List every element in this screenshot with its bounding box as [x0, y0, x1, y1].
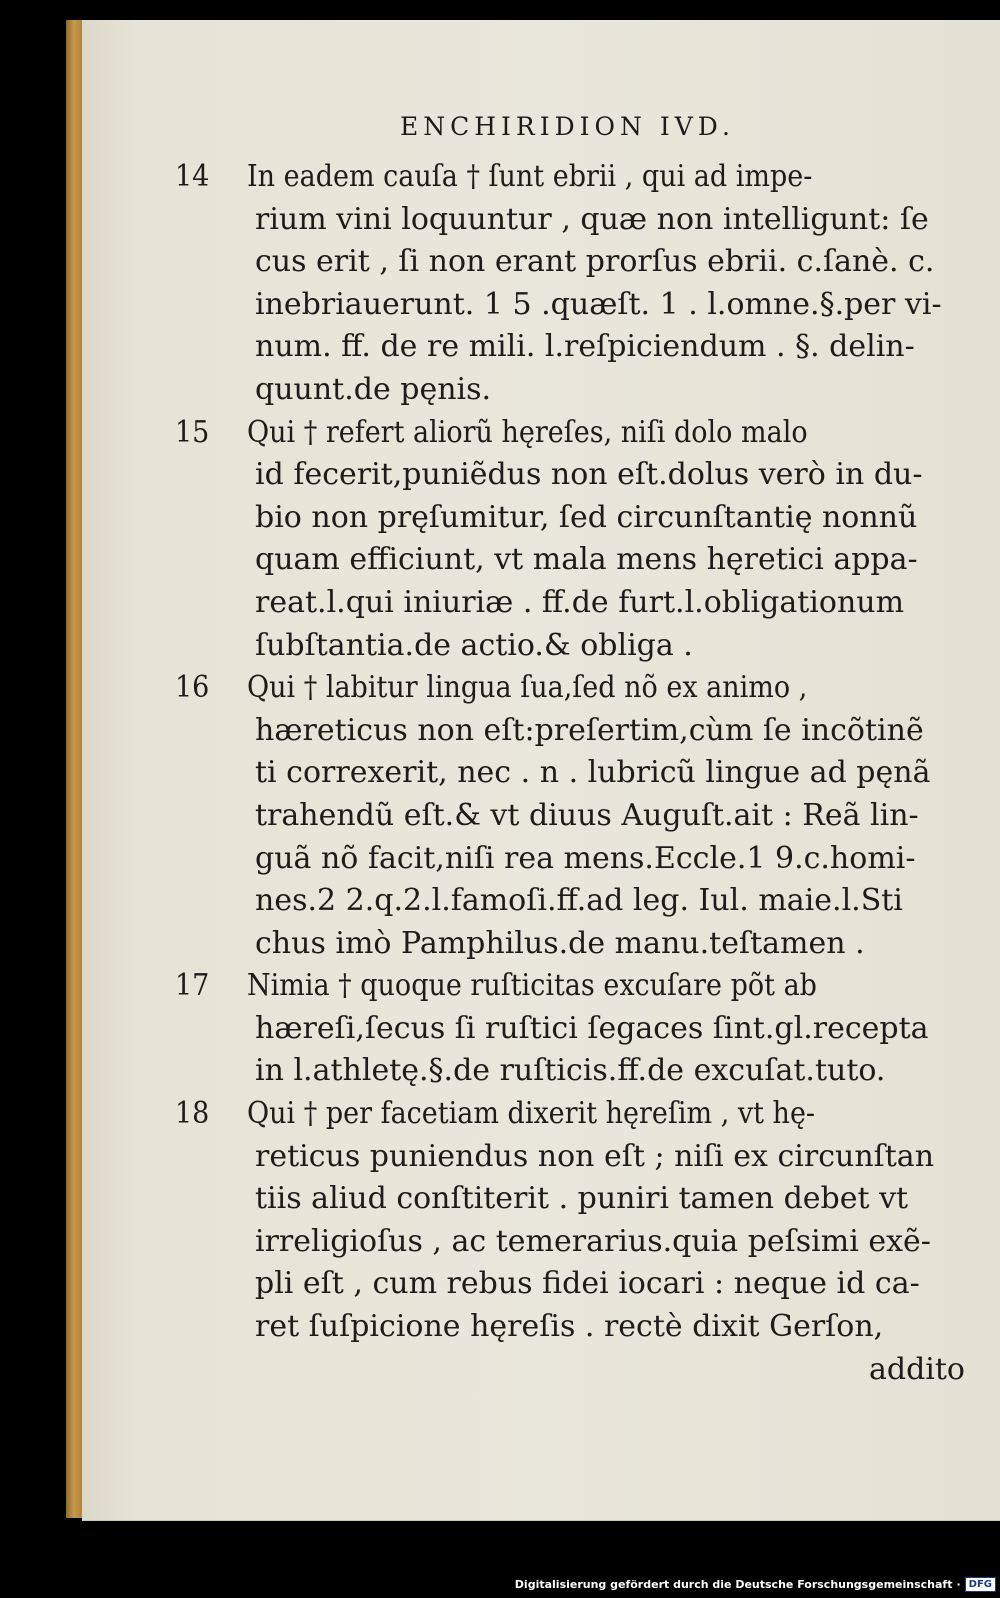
line-text: rium vini loquuntur , quæ non intelligunt: ſe — [255, 201, 929, 237]
line-text: In eadem cauſa † ſunt ebrii , qui ad impe- — [247, 159, 813, 194]
text-line — [255, 454, 975, 497]
line-text: chus imò Pamphilus.de manu.teſtamen . — [255, 925, 865, 961]
text-line — [255, 199, 975, 242]
footer-credit: Digitalisierung gefördert durch die Deutsche Forschungsgemeinschaft · DFG — [515, 1574, 996, 1594]
paragraph-number: 15 — [175, 414, 210, 450]
catchword: addito — [868, 1351, 965, 1387]
line-text: cus erit , ſi non erant prorſus ebrii. c.ſanè. c. — [255, 244, 935, 280]
line-text: trahendũ eſt.& vt diuus Auguſt.ait : Reã lin- — [255, 797, 919, 833]
text-line — [255, 241, 975, 284]
line-text: in l.athletę.§.de ruſticis.ff.de excuſat.tuto. — [255, 1053, 886, 1089]
text-line — [255, 880, 975, 923]
text-line — [255, 1136, 975, 1179]
text-line — [255, 284, 975, 327]
text-line — [255, 1263, 975, 1306]
line-text: hæreticus non eſt:preſertim,cùm ſe incõtinẽ — [255, 712, 924, 748]
line-text: Qui † per facetiam dixerit hęreſim , vt hę- — [247, 1096, 816, 1132]
paragraph-number: 14 — [175, 159, 210, 194]
line-text: reticus puniendus non eſt ; niſi ex circunſtan — [255, 1138, 935, 1174]
line-text: reat.l.qui iniuriæ . ff.de furt.l.obligationum — [255, 584, 905, 620]
text-line — [255, 497, 975, 540]
dfg-logo: DFG — [965, 1577, 996, 1592]
line-text: quunt.de pęnis. — [255, 371, 492, 407]
text-line — [255, 1306, 975, 1349]
text-line — [255, 625, 975, 668]
text-line — [255, 923, 975, 966]
line-text: inebriauerunt. 1 5 .quæſt. 1 . l.omne.§.per vi- — [255, 286, 942, 322]
line-text: bio non pręſumitur, ſed circunſtantię nonnũ — [255, 499, 918, 535]
text-line — [255, 752, 975, 795]
text-line — [255, 795, 975, 838]
text-line — [255, 1008, 975, 1051]
line-text: ret ſuſpicione hęreſis . rectè dixit Gerſon, — [255, 1309, 884, 1345]
line-text: guã nõ facit,niſi rea mens.Eccle.1 9.c.homi- — [255, 840, 916, 876]
line-text: id fecerit,puniẽdus non eſt.dolus verò in du- — [255, 457, 923, 493]
line-text: ti correxerit, nec . n . lubricũ lingue ad pęnã — [255, 755, 931, 791]
text-line — [255, 1178, 975, 1221]
footer-text: Digitalisierung gefördert durch die Deutsche Forschungsgemeinschaft — [514, 1577, 953, 1591]
line-text: tiis aliud conſtiterit . puniri tamen debet vt — [255, 1181, 909, 1217]
paragraph-number: 16 — [175, 670, 210, 706]
text-line — [175, 412, 895, 455]
text-line — [255, 1221, 975, 1264]
text-line — [255, 1050, 975, 1093]
line-text: ſubſtantia.de actio.& obliga . — [255, 627, 693, 663]
line-text: pli eſt , cum rebus fidei iocari : neque id ca- — [255, 1266, 920, 1302]
line-text: Qui † labitur lingua ſua,ſed nõ ex animo , — [247, 670, 808, 706]
text-line — [175, 965, 895, 1008]
text-line — [255, 326, 975, 369]
text-line — [255, 369, 975, 412]
line-text: Nimia † quoque ruſticitas excuſare põt ab — [247, 968, 817, 1004]
text-line — [175, 1093, 895, 1136]
line-text: hæreſi,ſecus ſi ruſtici ſegaces ſint.gl.recepta — [255, 1010, 929, 1046]
text-line — [175, 667, 895, 710]
paragraph-number: 17 — [175, 968, 210, 1004]
text-line — [255, 838, 975, 881]
line-text: irreligioſus , ac temerarius.quia peſsimi exẽ- — [255, 1223, 931, 1259]
text-line — [255, 582, 975, 625]
paragraph-number: 18 — [175, 1096, 210, 1132]
line-text: num. ff. de re mili. l.reſpiciendum . §. delin- — [255, 329, 915, 365]
page-body — [175, 156, 975, 1391]
line-text: nes.2 2.q.2.l.famoſi.ff.ad leg. Iul. maie.l.Sti — [255, 883, 903, 919]
text-line — [175, 156, 895, 199]
text-line — [255, 710, 975, 753]
line-text: quam efficiunt, vt mala mens hęretici appa- — [255, 542, 918, 578]
line-text: Qui † refert aliorũ hęreſes, niſi dolo malo — [247, 414, 808, 450]
running-header: ENCHIRIDION IVD. — [400, 112, 735, 141]
text-line — [255, 539, 975, 582]
